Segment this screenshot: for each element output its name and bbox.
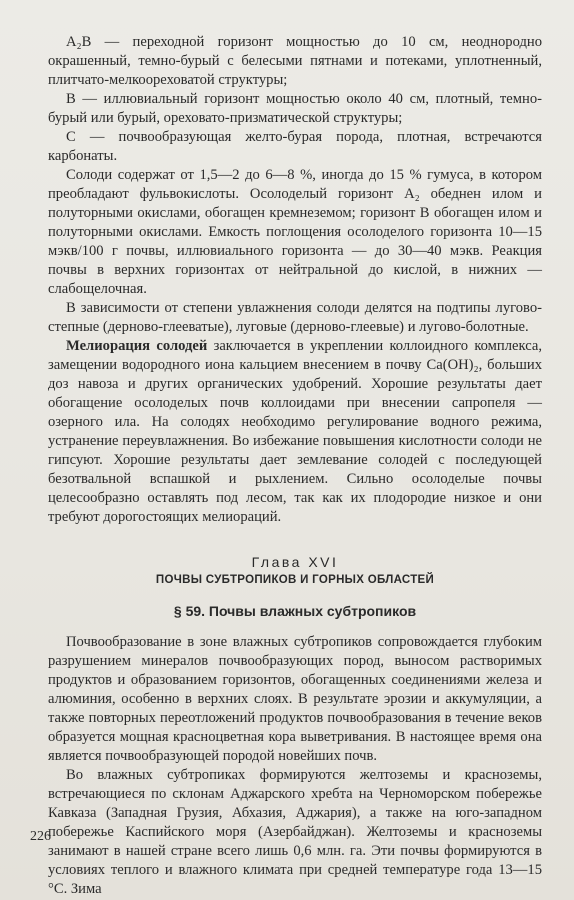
subtypes-paragraph: В зависимости от степени увлажнения солоди делятся на подтипы лугово-степные (дерново-глееватые), луговые (дерново-глеевые) и лугово-болотные. xyxy=(48,300,542,335)
melioration-text: заключается в укреплении коллоидного комплекса, замещении водородного иона кальцием внесением в почву Ca(OH)₂, больших доз навоза и других органических удобрений. Хорошие результаты дает обогащение осолоделых почв коллоидами при внесении сапропеля — озерного ила. На солодях необходимо регулирование водного режима, устранение переувлажнения. Во избежание повышения кислотности солоди не гипсуют. Хорошие результаты дает землевание солодей с последующей безотвальной вспашкой и рыхлением. Сильно осолоделые почвы целесообразно оставлять под лесом, так как их плодородие низкое и они требуют дорогостоящих мелиораций. xyxy=(48,338,542,525)
section-paragraph-1: Почвообразование в зоне влажных субтропиков сопровождается глубоким разрушением минералов почвообразующих пород, выносом растворимых продуктов и образованием горизонтов, обогащенных соединениями железа и алюминия, особенно в верхних слоях. В результате эрозии и аккумуляции, а также повторных переотложений продуктов почвообразования в течение веков образуется мощная красноцветная кора выветривания. В настоящее время она является почвообразующей породой новейших почв. xyxy=(48,634,542,764)
section-title: § 59. Почвы влажных субтропиков xyxy=(173,603,417,619)
melioration-paragraph xyxy=(48,337,542,527)
section-paragraph-2: Во влажных субтропиках формируются желтоземы и красноземы, встречающиеся по склонам Аджарского хребта на Черноморском побережье Кавказа (Западная Грузия, Абхазия, Аджария), а также на юго-западном побережье Каспийского моря (Азербайджан). Желтоземы и красноземы занимают в нашей стране всего лишь 0,6 млн. га. Эти почвы формируются в условиях теплого и влажного климата при средней температуре года 13—15 °C. Зима xyxy=(48,767,542,897)
horizon-b-paragraph: B — иллювиальный горизонт мощностью около 40 см, плотный, темно-бурый или бурый, ореховато-призматической структуры; xyxy=(48,91,542,126)
horizon-c-paragraph: C — почвообразующая желто-бурая порода, плотная, встречаются карбонаты. xyxy=(48,129,542,164)
melioration-term: Мелиорация солодей xyxy=(66,338,208,354)
text-column xyxy=(48,33,542,899)
chapter-number: Глава XVI xyxy=(251,554,339,570)
humus-paragraph: Солоди содержат от 1,5—2 до 6—8 %, иногда до 15 % гумуса, в котором преобладают фульвокислоты. Осолоделый горизонт A₂ обеднен илом и полуторными окислами, обогащен кремнеземом; горизонт B обогащен илом и полуторными окислами. Емкость поглощения осолоделого горизонта 10—15 мэкв/100 г почвы, иллювиального горизонта — до 30—40 мэкв. Реакция почвы в верхних горизонтах от нейтральной до кислой, в нижних — слабощелочная. xyxy=(48,167,542,297)
page-number: 226 xyxy=(30,829,51,844)
horizon-a2b-paragraph: A₂B — переходной горизонт мощностью до 10 см, неоднородно окрашенный, темно-бурый с белесыми пятнами и потеками, уплотненный, плитчато-мелкоореховатой структуры; xyxy=(48,34,542,88)
chapter-title: ПОЧВЫ СУБТРОПИКОВ И ГОРНЫХ ОБЛАСТЕЙ xyxy=(155,574,435,586)
